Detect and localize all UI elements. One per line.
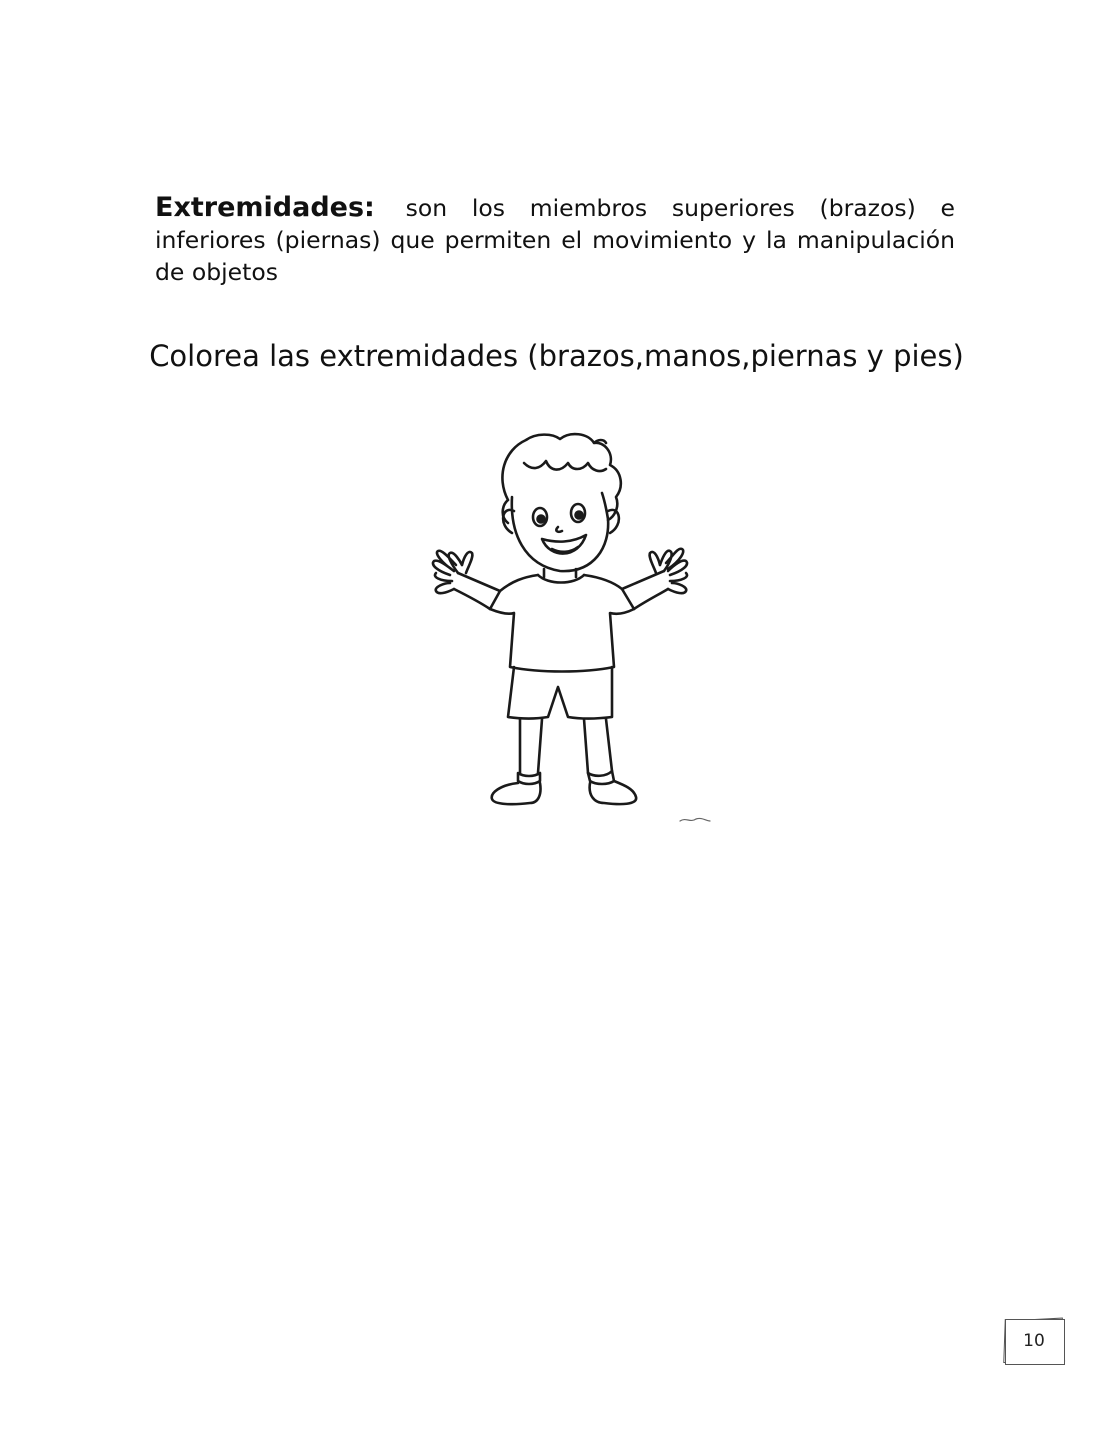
page-number: 10 [1023, 1331, 1045, 1351]
page-number-badge [1000, 1317, 1070, 1365]
right-hand [650, 549, 687, 593]
right-leg [584, 719, 612, 773]
left-hand [433, 551, 472, 593]
definition-paragraph [155, 192, 955, 288]
right-arm [622, 571, 668, 609]
boy-coloring-illustration [428, 425, 718, 825]
shirt [490, 575, 634, 672]
left-leg [520, 719, 542, 773]
hair [502, 434, 620, 523]
definition-term: Extremidades: [155, 192, 375, 223]
shorts [508, 667, 612, 719]
left-shoe [492, 783, 541, 804]
coloring-instruction: Colorea las extremidades (brazos,manos,piernas y pies) [149, 339, 964, 373]
definition-text: son los miembros superiores (brazos) e inferiores (piernas) que permiten el movimiento y la manipulación de objetos [155, 194, 955, 286]
